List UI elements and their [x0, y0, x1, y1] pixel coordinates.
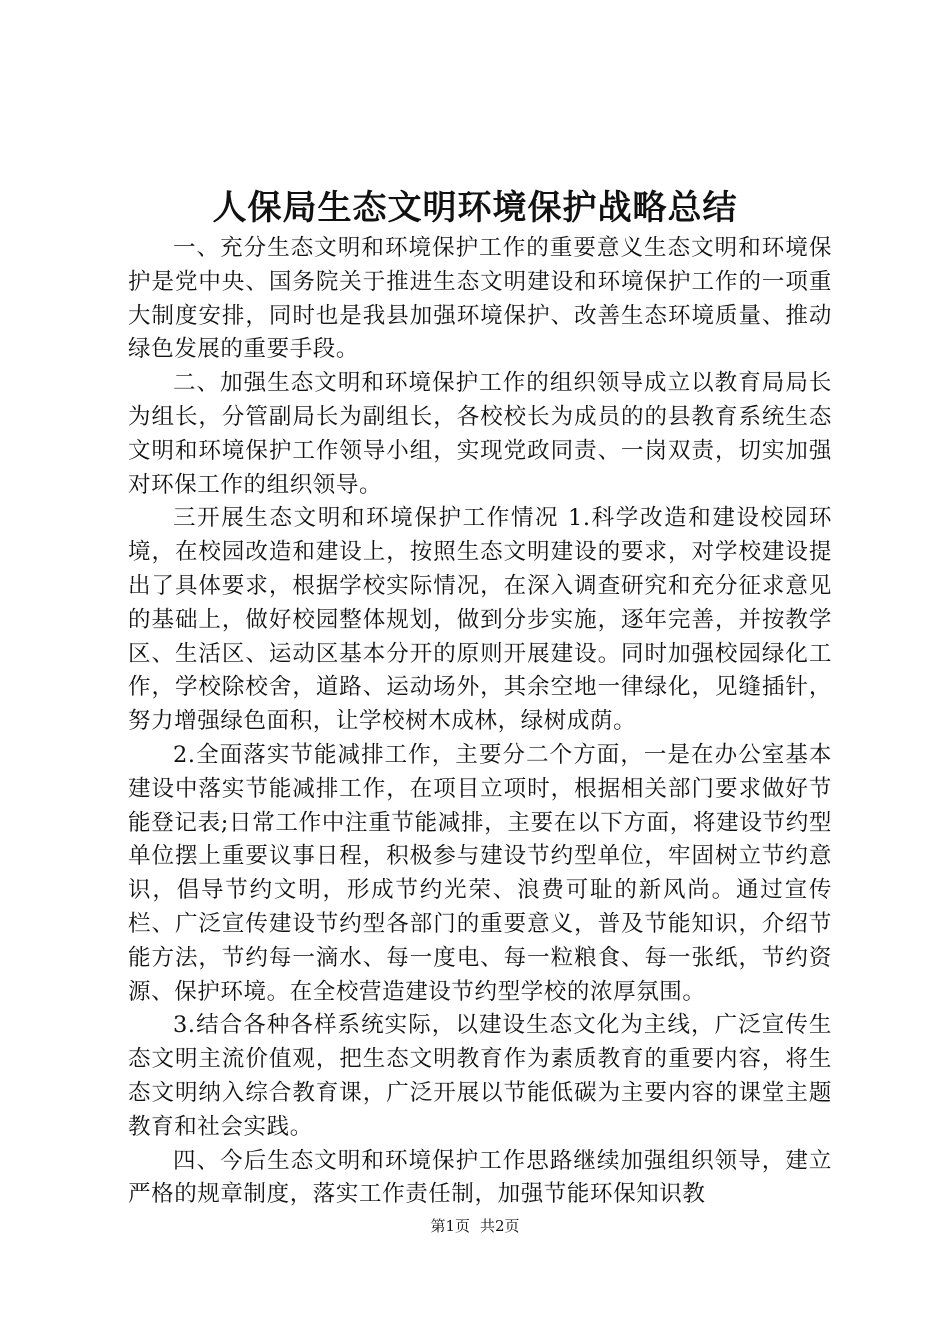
- page-number: 第1页: [430, 1217, 470, 1235]
- document-body: [128, 232, 832, 1212]
- paragraph-section-3-item-1: 三开展生态文明和环境保护工作情况 1.科学改造和建设校园环境，在校园改造和建设上，按照生态文明建设的要求，对学校建设提出了具体要求，根据学校实际情况，在深入调查研究和充分征求意见的基础上，做好校园整体规划，做到分步实施，逐年完善，并按教学区、生活区、运动区基本分开的原则开展建设。同时加强校园绿化工作，学校除校舍，道路、运动场外，其余空地一律绿化，见缝插针，努力增强绿色面积，让学校树木成林，绿树成荫。: [128, 505, 832, 735]
- paragraph-section-2: 二、加强生态文明和环境保护工作的组织领导成立以教育局局长为组长，分管副局长为副组长，各校校长为成员的的县教育系统生态文明和环境保护工作领导小组，实现党政同责、一岗双责，切实加强对环保工作的组织领导。: [128, 370, 832, 498]
- page-footer: [0, 1216, 950, 1236]
- paragraph-section-3-item-2: 2.全面落实节能减排工作，主要分二个方面，一是在办公室基本建设中落实节能减排工作，在项目立项时，根据相关部门要求做好节能登记表;日常工作中注重节能减排，主要在以下方面，将建设节约型单位摆上重要议事日程，积极参与建设节约型单位，牢固树立节约意识，倡导节约文明，形成节约光荣、浪费可耻的新风尚。通过宣传栏、广泛宣传建设节约型各部门的重要意义，普及节能知识，介绍节能方法，节约每一滴水、每一度电、每一粒粮食、每一张纸，节约资源、保护环境。在全校营造建设节约型学校的浓厚氛围。: [128, 741, 832, 1005]
- paragraph-section-3-item-3: 3.结合各种各样系统实际，以建设生态文化为主线，广泛宣传生态文明主流价值观，把生态文明教育作为素质教育的重要内容，将生态文明纳入综合教育课，广泛开展以节能低碳为主要内容的课堂主题教育和社会实践。: [128, 1012, 832, 1140]
- document-title: 人保局生态文明环境保护战略总结: [212, 188, 738, 228]
- page-total: 共2页: [480, 1217, 520, 1235]
- paragraph-section-4: 四、今后生态文明和环境保护工作思路继续加强组织领导，建立严格的规章制度，落实工作责任制，加强节能环保知识教: [128, 1147, 832, 1208]
- paragraph-section-1: 一、充分生态文明和环境保护工作的重要意义生态文明和环境保护是党中央、国务院关于推进生态文明建设和环境保护工作的一项重大制度安排，同时也是我县加强环境保护、改善生态环境质量、推动绿色发展的重要手段。: [128, 235, 832, 363]
